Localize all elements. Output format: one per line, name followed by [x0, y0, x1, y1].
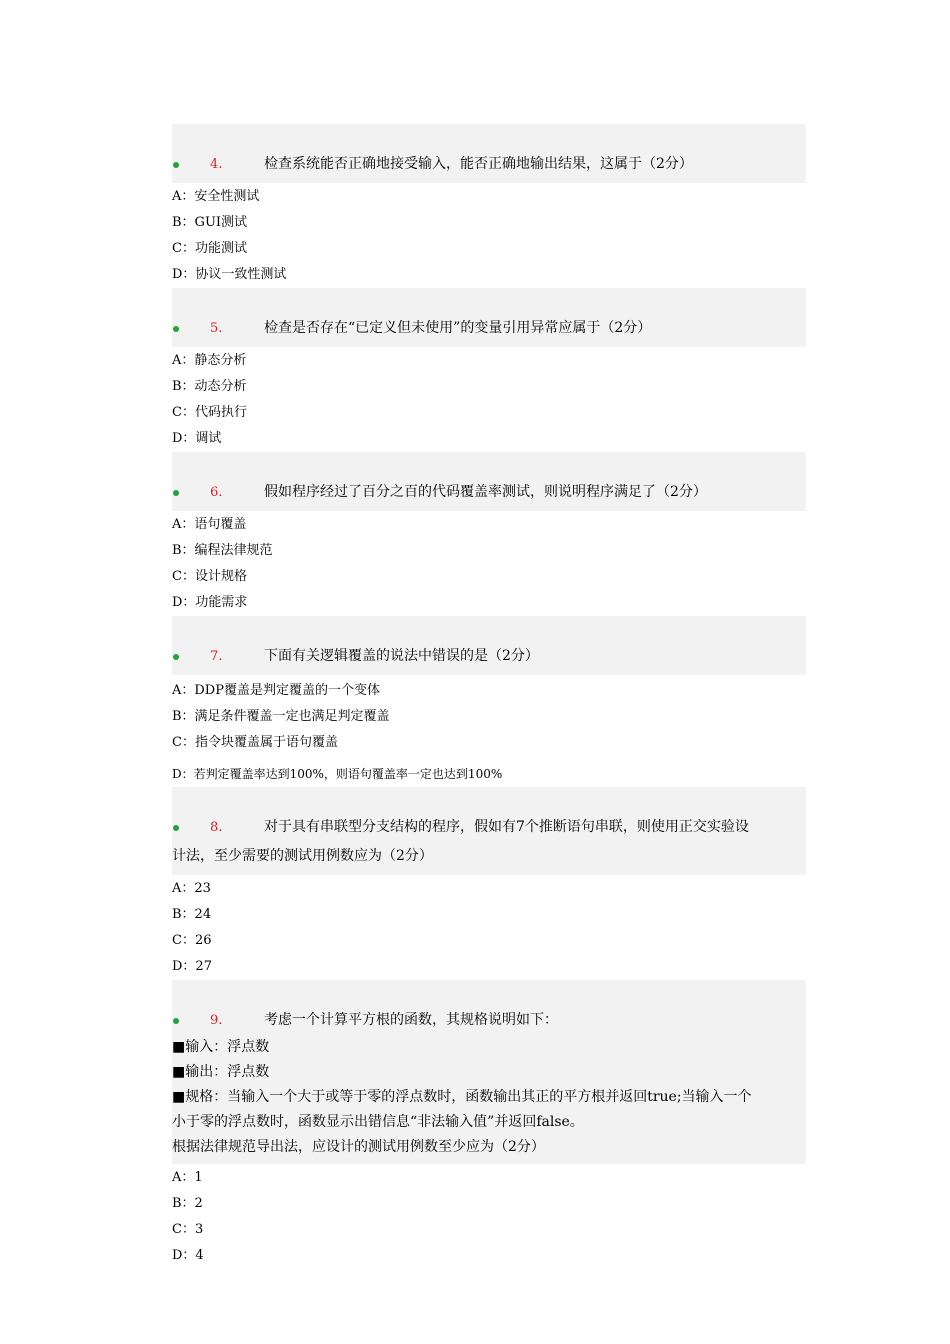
option-b[interactable]: B：编程法律规范	[172, 543, 273, 558]
option-b[interactable]: B：满足条件覆盖一定也满足判定覆盖	[172, 709, 390, 724]
question-prompt-line: 根据法律规范导出法，应设计的测试用例数至少应为（2分）	[172, 1139, 545, 1155]
option-d[interactable]: D：协议一致性测试	[172, 267, 287, 282]
option-list	[172, 675, 806, 787]
question-number: 4.	[210, 157, 223, 172]
spec-input-line: ■输入：浮点数	[172, 1039, 270, 1055]
option-c[interactable]: C：代码执行	[172, 405, 247, 420]
option-b[interactable]: B：24	[172, 907, 212, 922]
question-header	[172, 616, 806, 675]
option-a[interactable]: A：23	[172, 881, 211, 896]
question-list	[172, 124, 806, 1269]
option-list	[172, 511, 806, 616]
bullet-icon	[173, 490, 179, 496]
question-text: 对于具有串联型分支结构的程序，假如有7个推断语句串联，则使用正交实验设	[264, 819, 749, 835]
question-9	[172, 980, 806, 1269]
option-b[interactable]: B：GUI测试	[172, 215, 248, 230]
option-c[interactable]: C：指令块覆盖属于语句覆盖	[172, 735, 338, 750]
option-a[interactable]: A：语句覆盖	[172, 517, 247, 532]
option-a[interactable]: A：安全性测试	[172, 189, 260, 204]
question-text-continued: 计法，至少需要的测试用例数应为（2分）	[172, 848, 433, 864]
question-header	[172, 452, 806, 511]
question-7	[172, 616, 806, 787]
question-text: 假如程序经过了百分之百的代码覆盖率测试，则说明程序满足了（2分）	[264, 484, 707, 500]
question-number: 7.	[210, 649, 223, 664]
option-a[interactable]: A：1	[172, 1170, 203, 1185]
spec-rule-line-continued: 小于零的浮点数时，函数显示出错信息“非法输入值”并返回false。	[172, 1114, 584, 1130]
question-number: 8.	[210, 820, 223, 835]
option-list	[172, 347, 806, 452]
option-d[interactable]: D：27	[172, 959, 212, 974]
question-text: 考虑一个计算平方根的函数，其规格说明如下：	[264, 1012, 558, 1028]
question-header	[172, 787, 806, 875]
question-text: 下面有关逻辑覆盖的说法中错误的是（2分）	[264, 648, 539, 664]
option-list	[172, 183, 806, 288]
option-a[interactable]: A：静态分析	[172, 353, 247, 368]
question-text: 检查系统能否正确地接受输入，能否正确地输出结果，这属于（2分）	[264, 156, 693, 172]
bullet-icon	[173, 654, 179, 660]
option-d[interactable]: D：4	[172, 1248, 204, 1263]
question-6	[172, 452, 806, 616]
option-a[interactable]: A：DDP覆盖是判定覆盖的一个变体	[172, 683, 380, 698]
option-c[interactable]: C：26	[172, 933, 212, 948]
question-number: 6.	[210, 485, 223, 500]
question-number: 9.	[210, 1013, 223, 1028]
option-c[interactable]: C：设计规格	[172, 569, 247, 584]
option-d[interactable]: D：功能需求	[172, 595, 248, 610]
question-4	[172, 124, 806, 288]
spec-rule-line: ■规格：当输入一个大于或等于零的浮点数时，函数输出其正的平方根并返回true;当输入一个	[172, 1089, 752, 1105]
option-d[interactable]: D：调试	[172, 431, 222, 446]
option-b[interactable]: B：动态分析	[172, 379, 247, 394]
spec-output-line: ■输出：浮点数	[172, 1064, 270, 1080]
question-8	[172, 787, 806, 980]
option-c[interactable]: C：功能测试	[172, 241, 247, 256]
option-list	[172, 875, 806, 980]
option-list	[172, 1164, 806, 1269]
option-c[interactable]: C：3	[172, 1222, 204, 1237]
bullet-icon	[173, 326, 179, 332]
option-b[interactable]: B：2	[172, 1196, 203, 1211]
question-header	[172, 288, 806, 347]
question-5	[172, 288, 806, 452]
option-d[interactable]: D：若判定覆盖率达到100%，则语句覆盖率一定也达到100%	[172, 767, 503, 781]
question-text: 检查是否存在“已定义但未使用”的变量引用异常应属于（2分）	[264, 320, 652, 336]
bullet-icon	[173, 1018, 179, 1024]
question-header	[172, 124, 806, 183]
bullet-icon	[173, 162, 179, 168]
question-number: 5.	[210, 321, 223, 336]
bullet-icon	[173, 825, 179, 831]
question-header	[172, 980, 806, 1164]
